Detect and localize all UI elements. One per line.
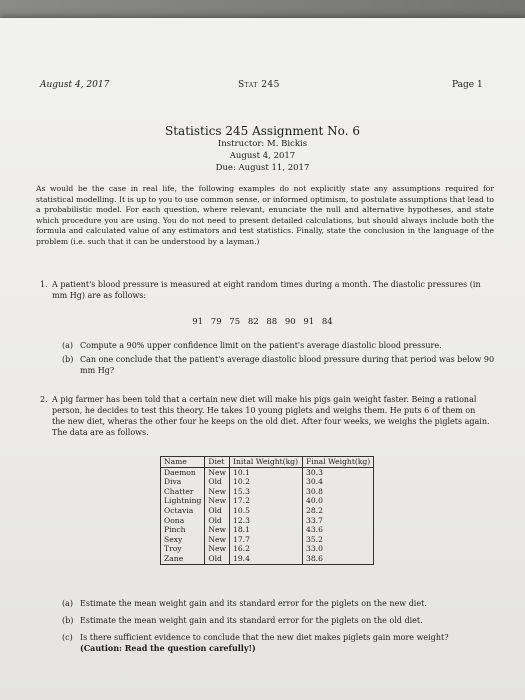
- question-1-text: A patient's blood pressure is measured at eight random times during a month. The diastolic pressures (in mm Hg) are as follows:: [52, 280, 481, 300]
- table-cell: Troy: [161, 544, 205, 554]
- table-cell: 10.2: [230, 477, 303, 487]
- blood-pressure-data: 91 79 75 82 88 90 91 84: [192, 317, 333, 327]
- piglet-weight-table: [160, 456, 374, 565]
- table-row: [161, 506, 374, 516]
- assignment-title: Statistics 245 Assignment No. 6: [165, 124, 360, 138]
- table-cell: Old: [205, 477, 230, 487]
- table-cell: 18.1: [230, 525, 303, 535]
- table-cell: 10.5: [230, 506, 303, 516]
- table-cell: 30.4: [303, 477, 374, 487]
- table-row: [161, 467, 374, 477]
- table-cell: Chatter: [161, 487, 205, 497]
- table-cell: New: [205, 525, 230, 535]
- table-cell: New: [205, 487, 230, 497]
- question-2b: [62, 615, 500, 626]
- table-row: [161, 544, 374, 554]
- table-cell: 17.2: [230, 496, 303, 506]
- question-1b-text: Can one conclude that the patient's average diastolic blood pressure during that period was below 90 mm Hg?: [80, 355, 495, 375]
- question-2c-text: Is there sufficient evidence to conclude that the new diet makes piglets gain more weight?: [80, 633, 449, 642]
- assignment-sheet: [0, 18, 525, 700]
- table-header-cell: Diet: [205, 457, 230, 468]
- table-cell: Daemon: [161, 467, 205, 477]
- question-2b-text: Estimate the mean weight gain and its standard error for the piglets on the old diet.: [80, 616, 423, 625]
- table-cell: 15.3: [230, 487, 303, 497]
- table-cell: Zane: [161, 554, 205, 564]
- instructor-line: Instructor: M. Bickis: [217, 139, 308, 149]
- table-cell: Octavia: [161, 506, 205, 516]
- table-cell: 30.3: [303, 467, 374, 477]
- table-cell: 12.3: [230, 516, 303, 526]
- table-header-cell: Final Weight(kg): [303, 457, 374, 468]
- question-2-text: A pig farmer has been told that a certain new diet will make his pigs gain weight faster. Being a rational person, he decides to test this theory. He takes 10 young piglets and weighs them. He puts 6 of them on the new diet, wheras the other four he keeps on the old diet. After four weeks, we weighs the piglets again. The data are as follows.: [52, 395, 490, 437]
- question-1b-label: (b): [62, 355, 74, 364]
- table-cell: 16.2: [230, 544, 303, 554]
- table-cell: Oona: [161, 516, 205, 526]
- intro-paragraph: As would be the case in real life, the following examples do not explicitly state any assumptions required for statistical modelling. It is up to you to use common sense, or informed optimism, to postulate assumptions that lead to a probabilistic model. For each question, where relevant, enunciate the null and alternative hypotheses, and state which procedure you are using. You do not need to present detailed calculations, but should always include both the formula and calculated value of any estimators and test statistics. Finally, state the conclusion in the language of the problem (i.e. such that it can be understood by a layman.): [36, 184, 494, 246]
- header-page: Page 1: [452, 80, 483, 90]
- question-2c-label: (c): [62, 633, 73, 642]
- question-1b: [62, 354, 500, 376]
- caution-note: (Caution: Read the question carefully!): [80, 643, 256, 653]
- table-cell: New: [205, 544, 230, 554]
- table-cell: 33.0: [303, 544, 374, 554]
- question-2a-label: (a): [62, 599, 74, 608]
- question-1a-text: Compute a 90% upper confidence limit on the patient's average diastolic blood pressure.: [80, 341, 442, 350]
- table-cell: 43.6: [303, 525, 374, 535]
- table-cell: 33.7: [303, 516, 374, 526]
- question-1a: [62, 340, 500, 351]
- table-cell: 17.7: [230, 535, 303, 545]
- table-row: [161, 535, 374, 545]
- table-cell: Lightning: [161, 496, 205, 506]
- table-cell: 28.2: [303, 506, 374, 516]
- table-cell: Diva: [161, 477, 205, 487]
- table-cell: New: [205, 467, 230, 477]
- table-row: [161, 487, 374, 497]
- table-row: [161, 477, 374, 487]
- header-course: Stat 245: [238, 80, 280, 90]
- table-cell: Old: [205, 554, 230, 564]
- table-header-cell: Inital Weight(kg): [230, 457, 303, 468]
- question-1a-label: (a): [62, 341, 74, 350]
- question-2: [40, 394, 490, 438]
- table-row: [161, 496, 374, 506]
- question-2b-label: (b): [62, 616, 74, 625]
- table-cell: 40.0: [303, 496, 374, 506]
- table-cell: Old: [205, 506, 230, 516]
- table-cell: Old: [205, 516, 230, 526]
- table-row: [161, 525, 374, 535]
- question-2a-text: Estimate the mean weight gain and its standard error for the piglets on the new diet.: [80, 599, 427, 608]
- table-header-cell: Name: [161, 457, 205, 468]
- table-cell: 30.8: [303, 487, 374, 497]
- question-1-number: 1.: [40, 280, 48, 289]
- table-cell: Sexy: [161, 535, 205, 545]
- due-date: Due: August 11, 2017: [215, 163, 310, 173]
- table-cell: New: [205, 535, 230, 545]
- table-cell: Pinch: [161, 525, 205, 535]
- table-row: [161, 516, 374, 526]
- table-cell: 38.6: [303, 554, 374, 564]
- assigned-date: August 4, 2017: [229, 151, 296, 161]
- table-cell: New: [205, 496, 230, 506]
- table-cell: 19.4: [230, 554, 303, 564]
- question-2-number: 2.: [40, 395, 48, 404]
- question-1: [40, 279, 490, 301]
- table-header-row: [161, 457, 374, 468]
- table-cell: 10.1: [230, 467, 303, 477]
- table-cell: 35.2: [303, 535, 374, 545]
- table-row: [161, 554, 374, 564]
- header-date: August 4, 2017: [40, 80, 110, 90]
- question-2c: [62, 632, 500, 654]
- question-2a: [62, 598, 500, 609]
